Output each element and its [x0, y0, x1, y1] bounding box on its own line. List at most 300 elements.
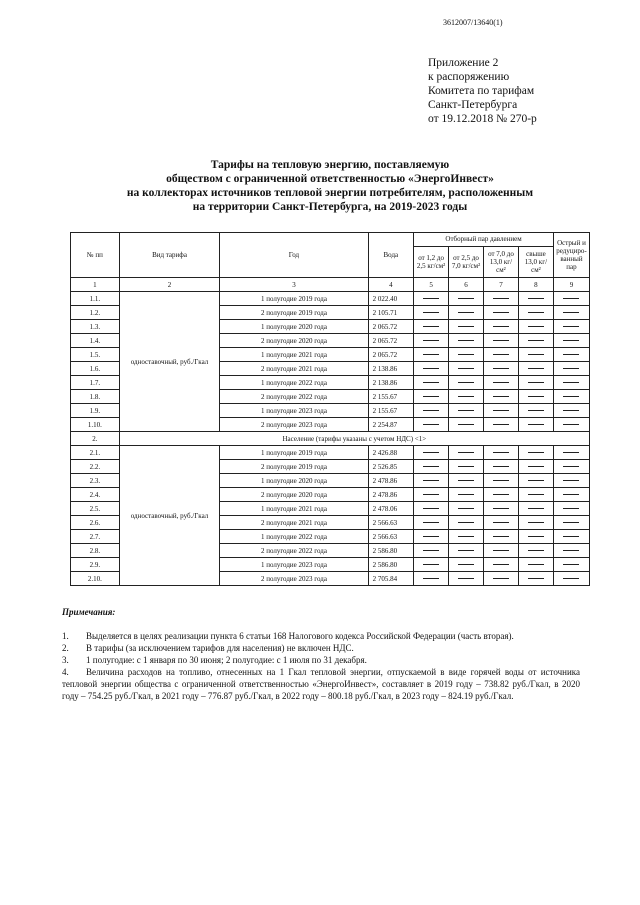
empty-cell: [553, 418, 589, 432]
note-number: 1.: [62, 631, 69, 641]
note-text: Величина расходов на топливо, отнесенных на 1 Гкал тепловой энергии, отпускаемой в виде горячей воды от источника тепловой энергии общества с ограниченной ответственностью «ЭнергоИнвест», составляет в 2019 году – 738.82 руб./Гкал, в 2020 году – 754.25 руб./Гкал, в 2021 году – 776.87 руб./Гкал, в 2022 году – 800.18 руб./Гкал, в 2023 году – 824.19 руб./Гкал.: [62, 667, 580, 701]
empty-cell: [483, 460, 518, 474]
col-number: 8: [518, 278, 553, 292]
empty-cell: [518, 502, 553, 516]
empty-cell: [553, 334, 589, 348]
period: 1 полугодие 2021 года: [220, 348, 368, 362]
notes-block: [62, 606, 580, 702]
row-number: 2.3.: [71, 474, 120, 488]
period: 2 полугодие 2023 года: [220, 418, 368, 432]
row-number: 2.7.: [71, 530, 120, 544]
water-tariff: 2 138.86: [368, 362, 414, 376]
empty-cell: [414, 446, 449, 460]
empty-cell: [483, 530, 518, 544]
empty-cell: [483, 474, 518, 488]
dash-mark: [563, 508, 579, 509]
empty-cell: [553, 348, 589, 362]
empty-cell: [518, 488, 553, 502]
empty-cell: [449, 446, 484, 460]
note-number: 4.: [62, 667, 69, 677]
period: 2 полугодие 2022 года: [220, 544, 368, 558]
empty-cell: [553, 404, 589, 418]
empty-cell: [414, 460, 449, 474]
dash-mark: [563, 522, 579, 523]
dash-mark: [563, 424, 579, 425]
period: 1 полугодие 2020 года: [220, 320, 368, 334]
water-tariff: 2 526.85: [368, 460, 414, 474]
empty-cell: [483, 334, 518, 348]
empty-cell: [414, 418, 449, 432]
dash-mark: [493, 354, 509, 355]
dash-mark: [563, 298, 579, 299]
dash-mark: [423, 298, 439, 299]
period: 1 полугодие 2023 года: [220, 404, 368, 418]
period: 2 полугодие 2021 года: [220, 362, 368, 376]
row-number: 1.1.: [71, 292, 120, 306]
dash-mark: [423, 564, 439, 565]
dash-mark: [458, 326, 474, 327]
water-tariff: 2 586.80: [368, 544, 414, 558]
empty-cell: [449, 530, 484, 544]
dash-mark: [423, 550, 439, 551]
row-number: 2.2.: [71, 460, 120, 474]
empty-cell: [518, 376, 553, 390]
note-item: [62, 642, 580, 654]
note-text: В тарифы (за исключением тарифов для населения) не включен НДС.: [86, 643, 354, 653]
appendix-line: Санкт-Петербурга: [428, 99, 518, 111]
tariff-type: одноставочный, руб./Гкал: [119, 292, 220, 432]
dash-mark: [563, 410, 579, 411]
period: 1 полугодие 2019 года: [220, 292, 368, 306]
dash-mark: [528, 480, 544, 481]
empty-cell: [414, 390, 449, 404]
dash-mark: [458, 480, 474, 481]
dash-mark: [563, 368, 579, 369]
empty-cell: [553, 516, 589, 530]
dash-mark: [458, 578, 474, 579]
period: 2 полугодие 2020 года: [220, 334, 368, 348]
dash-mark: [493, 564, 509, 565]
dash-mark: [423, 382, 439, 383]
empty-cell: [518, 474, 553, 488]
empty-cell: [414, 376, 449, 390]
dash-mark: [563, 340, 579, 341]
dash-mark: [458, 466, 474, 467]
dash-mark: [493, 326, 509, 327]
dash-mark: [528, 550, 544, 551]
dash-mark: [423, 536, 439, 537]
water-tariff: 2 586.80: [368, 558, 414, 572]
empty-cell: [449, 306, 484, 320]
empty-cell: [449, 348, 484, 362]
dash-mark: [528, 382, 544, 383]
header-pressure-3: от 7,0 до 13,0 кг/см²: [483, 246, 518, 277]
empty-cell: [483, 544, 518, 558]
empty-cell: [483, 390, 518, 404]
empty-cell: [483, 348, 518, 362]
empty-cell: [483, 446, 518, 460]
empty-cell: [449, 376, 484, 390]
appendix-line: Комитета по тарифам: [428, 85, 535, 97]
dash-mark: [493, 382, 509, 383]
dash-mark: [423, 508, 439, 509]
section-number: 2.: [71, 432, 120, 446]
header-year: Год: [220, 233, 368, 278]
dash-mark: [458, 452, 474, 453]
note-text: Выделяется в целях реализации пункта 6 статьи 168 Налогового кодекса Российской Федерации (часть вторая).: [86, 631, 514, 641]
empty-cell: [449, 572, 484, 586]
dash-mark: [563, 326, 579, 327]
dash-mark: [423, 494, 439, 495]
dash-mark: [563, 466, 579, 467]
empty-cell: [414, 544, 449, 558]
empty-cell: [518, 572, 553, 586]
dash-mark: [563, 452, 579, 453]
dash-mark: [528, 522, 544, 523]
period: 1 полугодие 2022 года: [220, 376, 368, 390]
dash-mark: [423, 466, 439, 467]
empty-cell: [483, 292, 518, 306]
row-number: 1.5.: [71, 348, 120, 362]
water-tariff: 2 105.71: [368, 306, 414, 320]
row-number: 1.9.: [71, 404, 120, 418]
header-num: № пп: [71, 233, 120, 278]
dash-mark: [458, 424, 474, 425]
dash-mark: [423, 368, 439, 369]
row-number: 1.2.: [71, 306, 120, 320]
empty-cell: [518, 292, 553, 306]
period: 1 полугодие 2022 года: [220, 530, 368, 544]
empty-cell: [553, 530, 589, 544]
empty-cell: [449, 558, 484, 572]
dash-mark: [458, 536, 474, 537]
dash-mark: [493, 578, 509, 579]
table-row: [71, 446, 590, 460]
empty-cell: [449, 418, 484, 432]
empty-cell: [553, 502, 589, 516]
dash-mark: [493, 298, 509, 299]
document-number: 3612007/13640(1): [443, 18, 503, 27]
appendix-line: к распоряжению: [428, 71, 510, 83]
header-pressure-1: от 1,2 до 2,5 кг/см²: [414, 246, 449, 277]
row-number: 2.10.: [71, 572, 120, 586]
empty-cell: [553, 474, 589, 488]
empty-cell: [553, 544, 589, 558]
empty-cell: [449, 460, 484, 474]
row-number: 2.4.: [71, 488, 120, 502]
dash-mark: [458, 312, 474, 313]
empty-cell: [518, 306, 553, 320]
empty-cell: [553, 362, 589, 376]
dash-mark: [458, 508, 474, 509]
dash-mark: [458, 550, 474, 551]
row-number: 1.3.: [71, 320, 120, 334]
dash-mark: [493, 340, 509, 341]
empty-cell: [518, 530, 553, 544]
empty-cell: [483, 516, 518, 530]
empty-cell: [449, 292, 484, 306]
dash-mark: [423, 522, 439, 523]
dash-mark: [563, 354, 579, 355]
period: 1 полугодие 2021 года: [220, 502, 368, 516]
dash-mark: [458, 368, 474, 369]
notes-heading: Примечания:: [62, 607, 116, 617]
water-tariff: 2 478.06: [368, 502, 414, 516]
dash-mark: [493, 396, 509, 397]
dash-mark: [493, 522, 509, 523]
dash-mark: [493, 452, 509, 453]
water-tariff: 2 155.67: [368, 404, 414, 418]
empty-cell: [553, 572, 589, 586]
empty-cell: [518, 418, 553, 432]
dash-mark: [563, 494, 579, 495]
dash-mark: [528, 536, 544, 537]
empty-cell: [518, 362, 553, 376]
table-row: [71, 292, 590, 306]
note-number: 3.: [62, 655, 69, 665]
dash-mark: [458, 396, 474, 397]
water-tariff: 2 478.86: [368, 474, 414, 488]
dash-mark: [493, 550, 509, 551]
water-tariff: 2 022.40: [368, 292, 414, 306]
appendix-line: Приложение 2: [428, 57, 499, 69]
dash-mark: [423, 340, 439, 341]
dash-mark: [563, 550, 579, 551]
empty-cell: [449, 474, 484, 488]
section-label: Население (тарифы указаны с учетом НДС) <1>: [119, 432, 589, 446]
dash-mark: [528, 494, 544, 495]
dash-mark: [493, 508, 509, 509]
appendix-line: от 19.12.2018 № 270-р: [428, 113, 537, 125]
header-water: Вода: [368, 233, 414, 278]
dash-mark: [528, 354, 544, 355]
dash-mark: [528, 396, 544, 397]
water-tariff: 2 065.72: [368, 348, 414, 362]
note-number: 2.: [62, 643, 69, 653]
dash-mark: [528, 564, 544, 565]
empty-cell: [414, 306, 449, 320]
header-type: Вид тарифа: [119, 233, 220, 278]
dash-mark: [458, 340, 474, 341]
dash-mark: [528, 466, 544, 467]
empty-cell: [518, 348, 553, 362]
period: 2 полугодие 2019 года: [220, 460, 368, 474]
period: 2 полугодие 2020 года: [220, 488, 368, 502]
dash-mark: [528, 410, 544, 411]
empty-cell: [518, 558, 553, 572]
empty-cell: [518, 390, 553, 404]
dash-mark: [423, 578, 439, 579]
row-number: 2.9.: [71, 558, 120, 572]
empty-cell: [449, 362, 484, 376]
dash-mark: [458, 564, 474, 565]
dash-mark: [563, 578, 579, 579]
dash-mark: [528, 340, 544, 341]
dash-mark: [423, 480, 439, 481]
col-number: 1: [71, 278, 120, 292]
col-number: 7: [483, 278, 518, 292]
empty-cell: [414, 474, 449, 488]
empty-cell: [414, 558, 449, 572]
empty-cell: [518, 334, 553, 348]
tariff-type: одноставочный, руб./Гкал: [119, 446, 220, 586]
dash-mark: [528, 452, 544, 453]
water-tariff: 2 566.63: [368, 530, 414, 544]
empty-cell: [414, 292, 449, 306]
empty-cell: [518, 516, 553, 530]
empty-cell: [414, 334, 449, 348]
dash-mark: [458, 354, 474, 355]
empty-cell: [449, 390, 484, 404]
section-row: [71, 432, 590, 446]
col-number: 9: [553, 278, 589, 292]
empty-cell: [483, 320, 518, 334]
row-number: 2.6.: [71, 516, 120, 530]
dash-mark: [493, 466, 509, 467]
dash-mark: [458, 410, 474, 411]
water-tariff: 2 155.67: [368, 390, 414, 404]
title-line: на территории Санкт-Петербурга, на 2019-2023 годы: [192, 201, 468, 213]
empty-cell: [553, 376, 589, 390]
row-number: 2.1.: [71, 446, 120, 460]
water-tariff: 2 426.88: [368, 446, 414, 460]
col-number: 5: [414, 278, 449, 292]
empty-cell: [518, 404, 553, 418]
period: 2 полугодие 2021 года: [220, 516, 368, 530]
empty-cell: [483, 362, 518, 376]
dash-mark: [458, 522, 474, 523]
dash-mark: [563, 536, 579, 537]
water-tariff: 2 705.84: [368, 572, 414, 586]
dash-mark: [528, 326, 544, 327]
empty-cell: [553, 306, 589, 320]
period: 1 полугодие 2023 года: [220, 558, 368, 572]
period: 2 полугодие 2022 года: [220, 390, 368, 404]
empty-cell: [449, 334, 484, 348]
empty-cell: [518, 460, 553, 474]
dash-mark: [423, 424, 439, 425]
row-number: 2.8.: [71, 544, 120, 558]
empty-cell: [449, 320, 484, 334]
empty-cell: [449, 544, 484, 558]
empty-cell: [518, 544, 553, 558]
empty-cell: [518, 446, 553, 460]
empty-cell: [483, 558, 518, 572]
dash-mark: [493, 368, 509, 369]
dash-mark: [423, 410, 439, 411]
empty-cell: [483, 502, 518, 516]
dash-mark: [528, 298, 544, 299]
header-steam: Отборный пар давлением: [414, 233, 554, 247]
empty-cell: [553, 558, 589, 572]
dash-mark: [528, 424, 544, 425]
water-tariff: 2 138.86: [368, 376, 414, 390]
empty-cell: [449, 516, 484, 530]
row-number: 1.7.: [71, 376, 120, 390]
empty-cell: [414, 572, 449, 586]
dash-mark: [423, 452, 439, 453]
col-number: 6: [449, 278, 484, 292]
note-item: [62, 666, 580, 702]
row-number: 2.5.: [71, 502, 120, 516]
empty-cell: [553, 320, 589, 334]
period: 2 полугодие 2023 года: [220, 572, 368, 586]
empty-cell: [449, 502, 484, 516]
dash-mark: [528, 508, 544, 509]
empty-cell: [414, 362, 449, 376]
note-item: [62, 654, 580, 666]
title-line: обществом с ограниченной ответственностью «ЭнергоИнвест»: [166, 173, 494, 185]
col-number: 4: [368, 278, 414, 292]
period: 1 полугодие 2020 года: [220, 474, 368, 488]
note-text: 1 полугодие: с 1 января по 30 июня; 2 полугодие: с 1 июля по 31 декабря.: [86, 655, 367, 665]
dash-mark: [563, 382, 579, 383]
water-tariff: 2 065.72: [368, 334, 414, 348]
header-pressure-2: от 2,5 до 7,0 кг/см²: [449, 246, 484, 277]
dash-mark: [423, 396, 439, 397]
empty-cell: [414, 530, 449, 544]
period: 1 полугодие 2019 года: [220, 446, 368, 460]
header-sharp-steam: Острый и редуциро-ванный пар: [553, 233, 589, 278]
dash-mark: [563, 564, 579, 565]
empty-cell: [483, 572, 518, 586]
water-tariff: 2 065.72: [368, 320, 414, 334]
header-pressure-4: свыше 13,0 кг/см²: [518, 246, 553, 277]
empty-cell: [553, 390, 589, 404]
empty-cell: [483, 376, 518, 390]
water-tariff: 2 478.86: [368, 488, 414, 502]
empty-cell: [449, 488, 484, 502]
empty-cell: [483, 418, 518, 432]
empty-cell: [414, 502, 449, 516]
empty-cell: [483, 306, 518, 320]
dash-mark: [528, 578, 544, 579]
empty-cell: [414, 320, 449, 334]
note-item: [62, 630, 580, 642]
dash-mark: [493, 536, 509, 537]
document-title: [70, 158, 590, 214]
title-line: на коллекторах источников тепловой энергии потребителям, расположенным: [126, 187, 534, 199]
dash-mark: [493, 494, 509, 495]
col-number: 2: [119, 278, 220, 292]
empty-cell: [414, 516, 449, 530]
row-number: 1.6.: [71, 362, 120, 376]
empty-cell: [449, 404, 484, 418]
dash-mark: [423, 312, 439, 313]
empty-cell: [414, 488, 449, 502]
dash-mark: [563, 396, 579, 397]
appendix-block: [428, 56, 537, 126]
dash-mark: [423, 326, 439, 327]
dash-mark: [458, 298, 474, 299]
empty-cell: [483, 488, 518, 502]
dash-mark: [528, 312, 544, 313]
row-number: 1.10.: [71, 418, 120, 432]
empty-cell: [553, 292, 589, 306]
tariff-table: [70, 232, 590, 586]
empty-cell: [553, 488, 589, 502]
title-line: Тарифы на тепловую энергию, поставляемую: [210, 159, 450, 171]
period: 2 полугодие 2019 года: [220, 306, 368, 320]
dash-mark: [563, 480, 579, 481]
empty-cell: [518, 320, 553, 334]
empty-cell: [414, 348, 449, 362]
row-number: 1.8.: [71, 390, 120, 404]
dash-mark: [458, 382, 474, 383]
dash-mark: [493, 424, 509, 425]
water-tariff: 2 254.87: [368, 418, 414, 432]
dash-mark: [493, 312, 509, 313]
